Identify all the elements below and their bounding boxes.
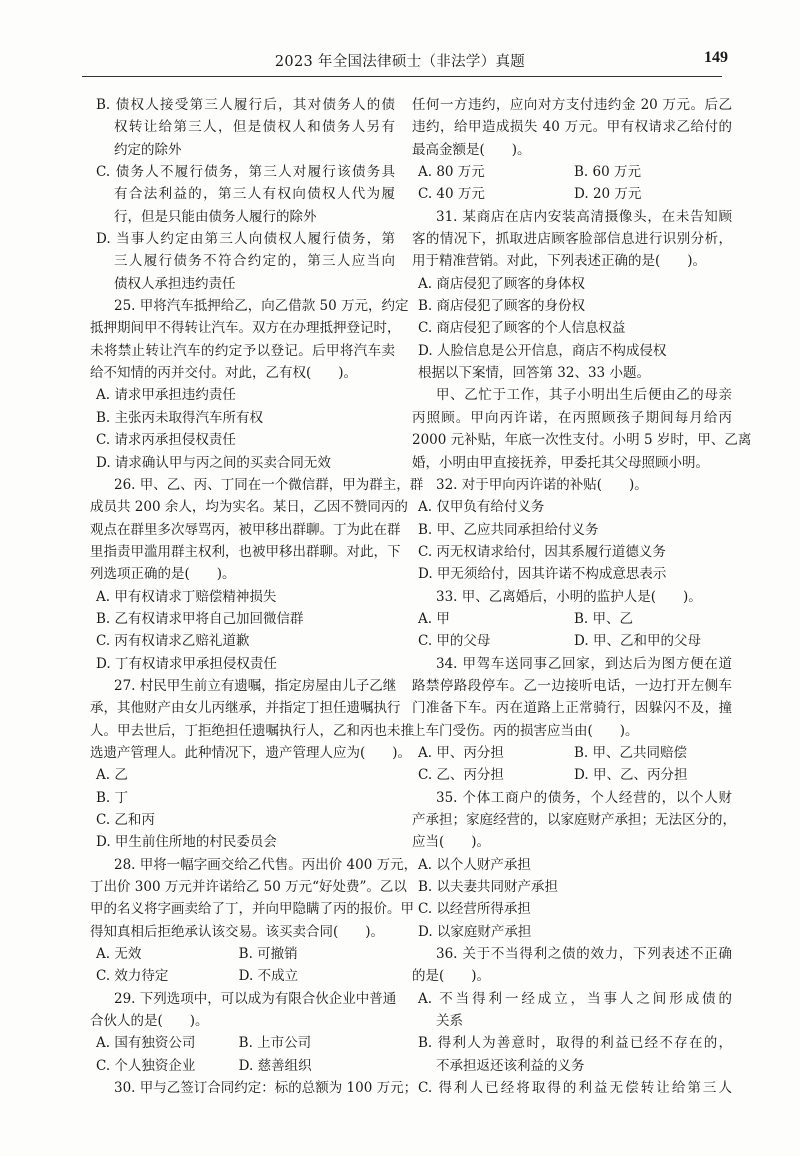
text-line: 甲、乙忙于工作，其子小明出生后便由乙的母亲: [436, 387, 732, 404]
text-line: 上车门受伤。丙的损害应当由( )。: [412, 722, 639, 739]
option-pair-row: [90, 965, 395, 987]
text-line: 甲的名义将字画卖给了丁，并向甲隐瞒了丙的报价。甲: [90, 901, 414, 918]
text-line: 2000 元补贴，年底一次性支付。小明 5 岁时，甲、乙离: [412, 432, 752, 449]
text-line: A. 仅甲负有给付义务: [418, 499, 545, 516]
text-line: D. 以家庭财产承担: [418, 923, 532, 940]
text-line: 抵押期间甲不得转让汽车。双方在办理抵押登记时，: [90, 320, 401, 337]
text-line: 列选项正确的是( )。: [90, 566, 236, 583]
text-line: 丙照顾。甲向丙许诺，在丙照顾孩子期间每月给丙: [412, 409, 732, 426]
text-line: 丁出价 300 万元并许诺给乙 50 万元“好处费”。乙以: [90, 879, 407, 896]
header-title: 2023 年全国法律硕士（非法学）真题: [274, 54, 526, 70]
text-line: 未将禁止转让汽车的约定予以登记。后甲将汽车卖: [90, 342, 395, 359]
option-pair-row: [90, 1032, 395, 1054]
text-line: 有合法利益的，第三人有权向债权人代为履: [114, 186, 395, 203]
text-line: B. 甲、乙应共同承担给付义务: [418, 521, 599, 538]
text-line: D. 请求确认甲与丙之间的买卖合同无效: [96, 454, 331, 471]
text-line: C. 债务人不履行债务，第三人对履行该债务具: [96, 164, 395, 181]
text-line: B. 乙有权请求甲将自己加回微信群: [96, 610, 304, 627]
text-line: 应当( )。: [412, 834, 491, 851]
option-pair-row: [90, 1055, 395, 1077]
option-text: B. 甲、乙: [574, 610, 634, 627]
page-number: 149: [704, 49, 728, 66]
text-line: 35. 个体工商户的债务，个人经营的，以个人财: [436, 789, 732, 806]
option-pair-row: [412, 764, 732, 786]
text-line: 31. 某商店在店内安装高清摄像头，在未告知顾: [436, 208, 732, 225]
text-line: D. 人脸信息是公开信息，商店不构成侵权: [418, 342, 667, 359]
text-line: 不承担返还该利益的义务: [436, 1057, 585, 1074]
option-text: C. 40 万元: [418, 186, 485, 203]
option-pair-row: [90, 943, 395, 965]
option-text: B. 60 万元: [574, 164, 641, 181]
text-line: 客的情况下，抓取进店顾客脸部信息进行识别分析，: [412, 231, 732, 248]
text-line: 人。甲去世后，丁拒绝担任遗嘱执行人，乙和丙也未推: [90, 722, 414, 739]
option-text: A. 无效: [96, 946, 142, 963]
text-line: C. 请求丙承担侵权责任: [96, 432, 236, 449]
text-line: 36. 关于不当得利之债的效力，下列表述不正确: [436, 946, 732, 963]
text-line: 承，其他财产由女儿丙继承，并指定丁担任遗嘱执行: [90, 700, 401, 717]
text-line: 25. 甲将汽车抵押给乙，向乙借款 50 万元，约定: [114, 298, 409, 315]
option-text: B. 上市公司: [238, 1035, 312, 1052]
text-line: D. 甲生前住所地的村民委员会: [96, 834, 277, 851]
text-line: 关系: [436, 1013, 463, 1030]
text-line: 用于精准营销。对此，下列表述正确的是( )。: [412, 253, 707, 270]
text-line: A. 商店侵犯了顾客的身体权: [418, 275, 585, 292]
text-line: 合伙人的是( )。: [90, 1013, 209, 1030]
option-text: D. 20 万元: [574, 186, 642, 203]
text-line: 28. 甲将一幅字画交给乙代售。丙出价 400 万元，: [114, 856, 418, 873]
text-line: 30. 甲与乙签订合同约定：标的总额为 100 万元；: [114, 1080, 418, 1097]
text-line: 门准备下车。丙在道路上正常骑行，因躲闪不及，撞: [412, 700, 732, 717]
right-column: [412, 94, 752, 1099]
text-line: B. 商店侵犯了顾客的身份权: [418, 298, 586, 315]
option-pair-row: [412, 608, 732, 630]
text-line: 33. 甲、乙离婚后，小明的监护人是( )。: [436, 588, 702, 605]
text-line: 26. 甲、乙、丙、丁同在一个微信群，甲为群主，群: [114, 476, 424, 493]
text-line: B. 主张丙未取得汽车所有权: [96, 409, 264, 426]
text-line: 观点在群里多次辱骂丙，被甲移出群聊。丁为此在群: [90, 521, 401, 538]
text-line: 得知真相后拒绝承认该交易。该买卖合同( )。: [90, 923, 385, 940]
text-line: C. 乙和丙: [96, 812, 155, 828]
option-text: C. 乙、丙分担: [418, 767, 504, 784]
option-text: B. 可撤销: [238, 946, 298, 963]
text-line: 权转让给第三人，但是债权人和债务人另有: [114, 119, 395, 136]
left-column: [90, 94, 424, 1099]
text-line: A. 不当得利一经成立，当事人之间形成债的: [418, 990, 732, 1007]
text-line: 行，但是只能由债务人履行的除外: [114, 208, 317, 225]
text-line: 选遗产管理人。此种情况下，遗产管理人应为( )。: [90, 744, 412, 761]
text-line: 34. 甲驾车送同事乙回家，到达后为图方便在道: [436, 655, 732, 672]
text-line: 给不知情的丙并交付。对此，乙有权( )。: [90, 365, 358, 382]
option-text: A. 国有独资公司: [96, 1035, 196, 1052]
option-pair-row: [412, 742, 732, 764]
text-line: D. 甲无须给付，因其许诺不构成意思表示: [418, 566, 667, 583]
text-line: B. 以夫妻共同财产承担: [418, 879, 559, 896]
text-line: A. 甲有权请求丁赔偿精神损失: [96, 588, 277, 605]
option-text: A. 甲: [418, 610, 450, 627]
text-line: 的是( )。: [412, 968, 491, 985]
option-text: C. 效力待定: [96, 968, 169, 985]
text-line: C. 丙有权请求乙赔礼道歉: [96, 633, 250, 650]
text-line: 32. 对于甲向丙许诺的补贴( )。: [436, 476, 648, 493]
text-line: 约定的除外: [114, 141, 182, 158]
text-line: A. 请求甲承担违约责任: [96, 387, 236, 404]
text-line: 最高金额是( )。: [412, 141, 531, 158]
text-line: 成员共 200 余人，均为实名。某日，乙因不赞同丙的: [90, 499, 408, 516]
text-line: A. 以个人财产承担: [418, 856, 531, 873]
text-line: C. 以经营所得承担: [418, 901, 531, 918]
option-pair-row: [412, 630, 732, 652]
option-text: A. 80 万元: [418, 164, 485, 181]
text-line: 产承担；家庭经营的，以家庭财产承担；无法区分的，: [412, 812, 736, 828]
option-text: D. 不成立: [238, 968, 299, 985]
text-line: B. 债权人接受第三人履行后，其对债务人的债: [96, 97, 395, 113]
text-line: 路禁停路段停车。乙一边接听电话，一边打开左侧车: [412, 677, 732, 694]
option-text: A. 甲、丙分担: [418, 744, 504, 761]
text-line: 任何一方违约，应向对方支付违约金 20 万元。后乙: [412, 97, 732, 113]
page-header: [0, 50, 800, 74]
header-rule: [82, 76, 722, 77]
text-line: C. 丙无权请求给付，因其系履行道德义务: [418, 543, 666, 560]
text-line: B. 得利人为善意时，取得的利益已经不存在的，: [418, 1035, 732, 1052]
text-line: 27. 村民甲生前立有遗嘱，指定房屋由儿子乙继: [114, 677, 397, 694]
text-line: D. 丁有权请求甲承担侵权责任: [96, 655, 277, 672]
option-pair-row: [412, 183, 732, 205]
text-line: 违约，给甲造成损失 40 万元。甲有权请求乙给付的: [412, 119, 732, 136]
text-line: C. 商店侵犯了顾客的个人信息权益: [418, 320, 626, 337]
text-line: 29. 下列选项中，可以成为有限合伙企业中普通: [114, 990, 397, 1007]
text-line: B. 丁: [96, 789, 129, 806]
text-line: 里指责甲滥用群主权利，也被甲移出群聊。对此，下: [90, 543, 401, 560]
text-line: 三人履行债务不符合约定的，第三人应当向: [114, 253, 395, 270]
text-line: A. 乙: [96, 767, 128, 784]
option-text: C. 甲的父母: [418, 633, 491, 650]
option-text: B. 甲、乙共同赔偿: [574, 744, 688, 761]
option-text: C. 个人独资企业: [96, 1057, 196, 1074]
option-text: D. 甲、乙和甲的父母: [574, 633, 701, 650]
option-pair-row: [412, 161, 732, 183]
option-text: D. 甲、乙、丙分担: [574, 767, 688, 784]
text-line: C. 得利人已经将取得的利益无偿转让给第三人: [418, 1080, 732, 1097]
text-line: 债权人承担违约责任: [114, 275, 236, 292]
option-text: D. 慈善组织: [238, 1057, 312, 1074]
text-line: D. 当事人约定由第三人向债权人履行债务，第: [96, 231, 395, 248]
text-line: 根据以下案情，回答第 32、33 小题。: [418, 365, 650, 382]
text-line: 婚，小明由甲直接抚养，甲委托其父母照顾小明。: [412, 454, 709, 471]
